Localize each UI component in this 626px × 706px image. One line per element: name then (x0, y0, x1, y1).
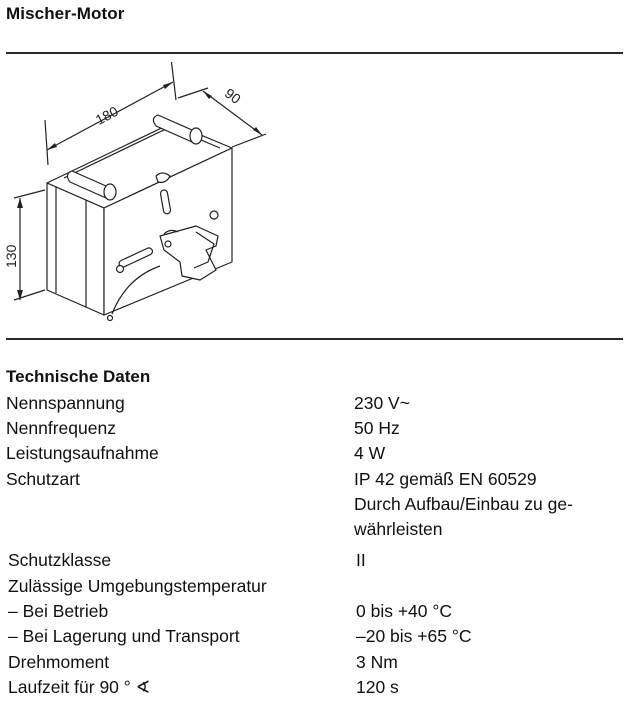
spec-row (0, 393, 626, 417)
spec-label: Schutzklasse (8, 550, 112, 570)
spec-value: II (356, 550, 366, 570)
spec-value: 230 V~ (354, 393, 410, 413)
spec-label: – Bei Betrieb (8, 601, 109, 621)
spec-value: 0 bis +40 °C (356, 601, 453, 621)
spec-row (0, 443, 626, 467)
spec-row (0, 494, 626, 518)
spec-value: 50 Hz (354, 418, 400, 438)
dimension-depth-label: 90 (221, 84, 244, 107)
spec-label: Drehmoment (8, 652, 110, 672)
spec-value: IP 42 gemäß EN 60529 (354, 469, 537, 489)
dimension-height-label: 130 (3, 244, 19, 268)
spec-label: Laufzeit für 90 ° ∢ (8, 677, 151, 697)
spec-label: – Bei Lagerung und Transport (8, 626, 240, 646)
spec-row (0, 550, 626, 574)
spec-row (0, 677, 626, 701)
dimension-length-label: 180 (92, 102, 121, 128)
spec-value: 3 Nm (356, 652, 398, 672)
spec-row (0, 576, 626, 600)
spec-row (0, 652, 626, 676)
mixer-motor-drawing (0, 62, 300, 330)
spec-value: Durch Aufbau/Einbau zu ge- (354, 494, 573, 514)
middle-divider (6, 338, 623, 340)
top-divider (6, 52, 623, 54)
page-title: Mischer-Motor (6, 4, 125, 23)
spec-label: Zulässige Umgebungstemperatur (8, 576, 267, 596)
spec-row (0, 469, 626, 493)
spec-value: währleisten (354, 519, 443, 539)
spec-value: 120 s (356, 677, 399, 697)
spec-row (0, 601, 626, 625)
spec-label: Nennfrequenz (6, 418, 116, 438)
spec-row (0, 519, 626, 543)
spec-value: 4 W (354, 443, 386, 463)
spec-value: –20 bis +65 °C (356, 626, 472, 646)
spec-label: Leistungsaufnahme (6, 443, 159, 463)
spec-row (0, 418, 626, 442)
housing (47, 115, 232, 321)
spec-label: Nennspannung (6, 393, 125, 413)
section-title: Technische Daten (6, 367, 151, 386)
spec-label: Schutzart (6, 469, 80, 489)
spec-row (0, 626, 626, 650)
dimension-height (3, 190, 45, 300)
